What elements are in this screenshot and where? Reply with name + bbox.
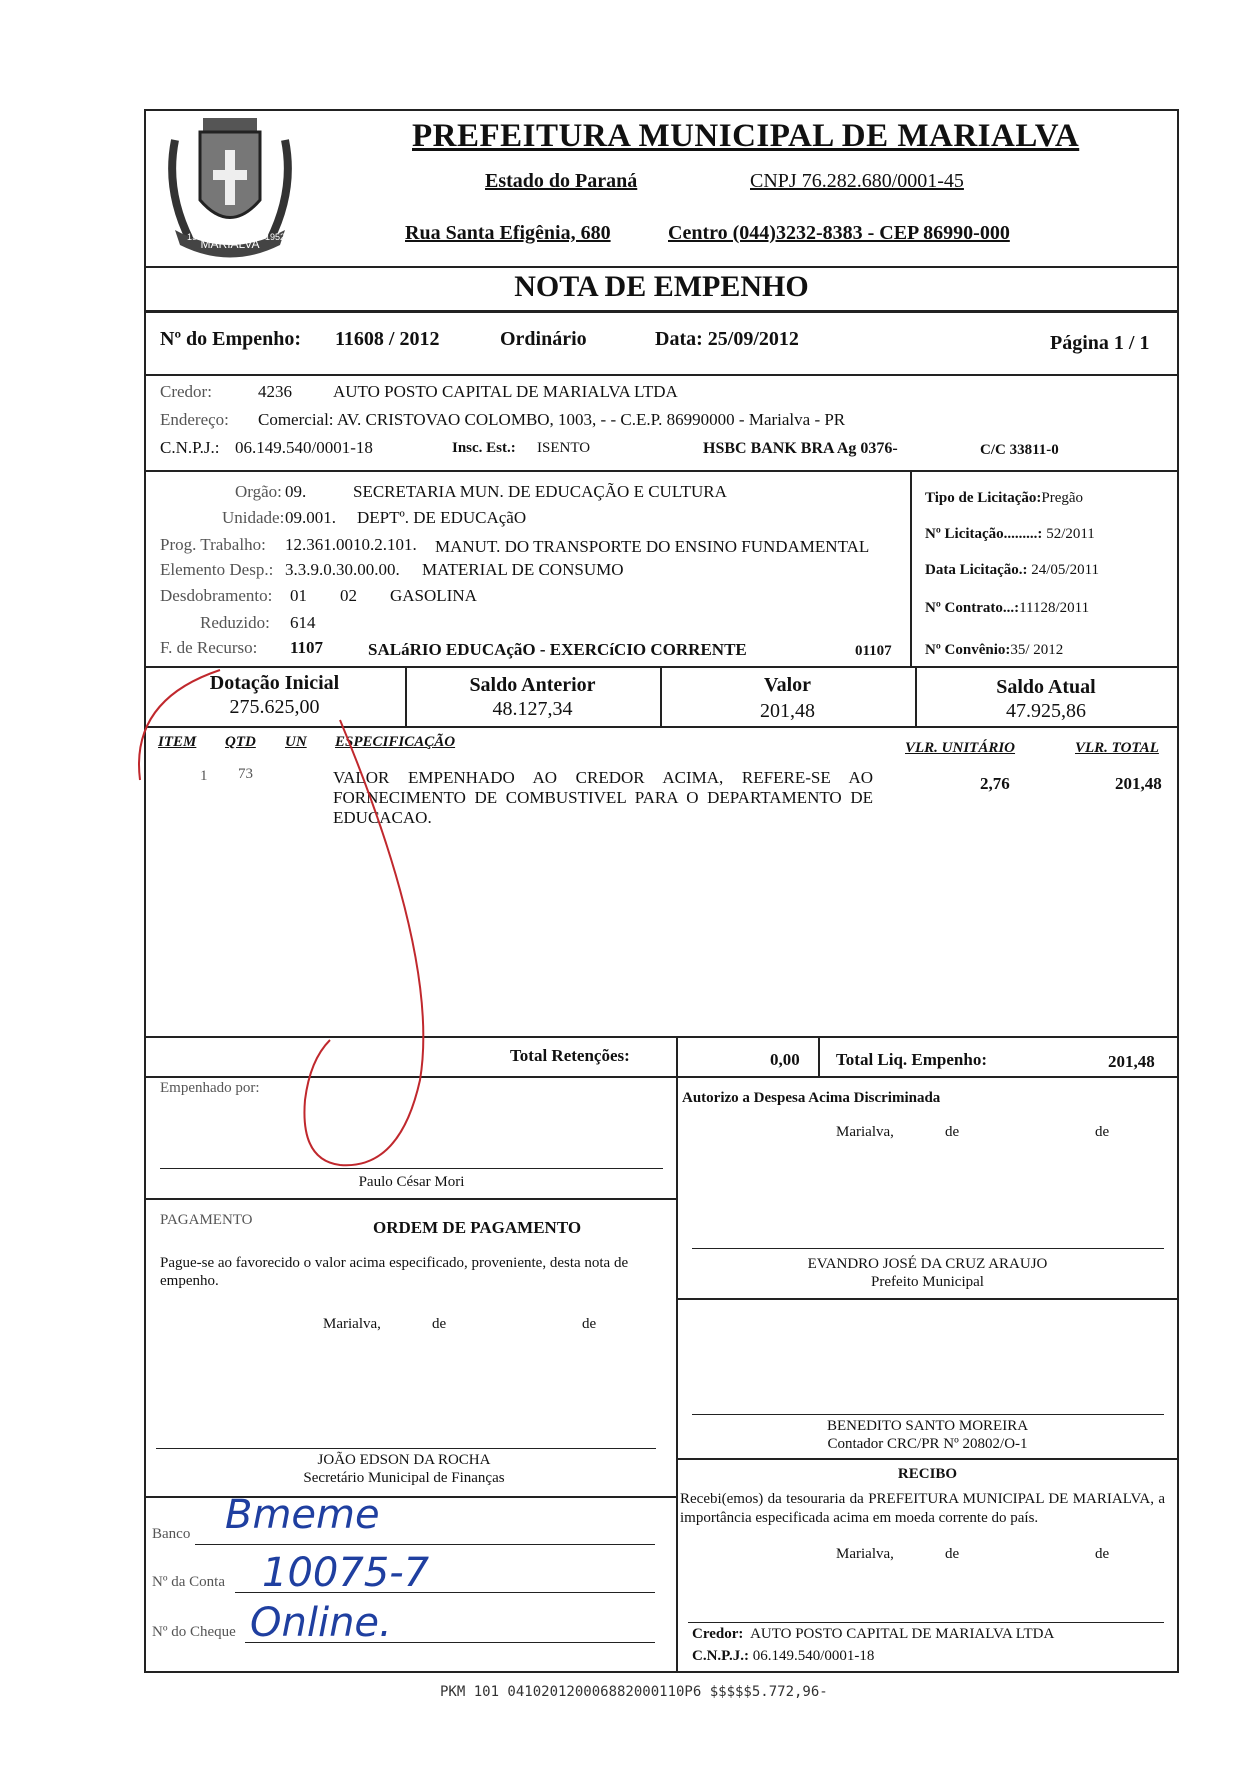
- items-header-espec: ESPECIFICAÇÃO: [335, 734, 456, 750]
- elemento-label: Elemento Desp.:: [160, 560, 274, 579]
- items-header-qtd: QTD: [225, 734, 256, 750]
- licitacao-convenio-label: Nº Convênio:: [925, 642, 1011, 658]
- licitacao-convenio: [925, 642, 1063, 659]
- prog-label: Prog. Trabalho:: [160, 535, 266, 554]
- items-header-un: UN: [285, 734, 307, 750]
- red-signature-mark: [120, 660, 460, 1180]
- pagamento-de1: de: [432, 1316, 447, 1332]
- recurso-label: F. de Recurso:: [160, 638, 258, 657]
- unidade-desc: DEPTº. DE EDUCAçãO: [357, 508, 527, 527]
- municipal-crest-logo: [155, 100, 305, 262]
- credor-label: Credor:: [160, 382, 212, 401]
- pagamento-label: PAGAMENTO: [160, 1212, 253, 1228]
- secretario-role: Secretário Municipal de Finanças: [303, 1470, 505, 1486]
- item-espec: VALOR EMPENHADO AO CREDOR ACIMA, REFERE-SE AO FORNECIMENTO DE COMBUSTIVEL PARA O DEPARTAMENTO DE EDUCACAO.: [333, 768, 873, 827]
- empenhado-name: Paulo César Mori: [358, 1174, 465, 1190]
- licitacao-tipo-label: Tipo de Licitação:: [925, 490, 1042, 506]
- saldo-anterior-value: 48.127,34: [492, 698, 573, 720]
- recibo-de1: de: [945, 1546, 960, 1562]
- empenho-type: Ordinário: [500, 328, 587, 350]
- item-vlr-total: 201,48: [1115, 774, 1162, 793]
- licitacao-contrato: [925, 600, 1089, 617]
- recibo-cnpj-value: 06.149.540/0001-18: [752, 1648, 875, 1664]
- item-number: 1: [200, 768, 208, 784]
- orgao-value: 09.: [285, 482, 307, 501]
- conta-label: Nº da Conta: [152, 1574, 225, 1590]
- empenho-number: 11608 / 2012: [335, 328, 440, 350]
- licitacao-numero-value: 52/2011: [1046, 526, 1095, 542]
- valor-label: Valor: [763, 674, 812, 696]
- recibo-credor-value: AUTO POSTO CAPITAL DE MARIALVA LTDA: [750, 1626, 1055, 1642]
- desdobramento-b: 02: [340, 586, 357, 605]
- unidade-label: Unidade:: [222, 508, 285, 527]
- empenhado-label: Empenhado por:: [160, 1080, 260, 1096]
- licitacao-convenio-value: 35/ 2012: [1010, 642, 1064, 658]
- empenho-page: Página 1 / 1: [1050, 332, 1150, 354]
- desdobramento-a: 01: [290, 586, 307, 605]
- items-header-vlr-total: VLR. TOTAL: [1075, 740, 1159, 756]
- autorizo-label: Autorizo a Despesa Acima Discriminada: [682, 1090, 941, 1106]
- pagamento-de2: de: [582, 1316, 597, 1332]
- item-vlr-unitario: 2,76: [980, 774, 1010, 793]
- reduzido-value: 614: [290, 613, 316, 632]
- saldo-atual-label: Saldo Atual: [996, 676, 1096, 698]
- recibo-title: RECIBO: [897, 1466, 958, 1482]
- recurso-value: 1107: [290, 638, 324, 657]
- contador-name: BENEDITO SANTO MOREIRA: [826, 1418, 1029, 1434]
- desdobramento-desc: GASOLINA: [390, 586, 477, 605]
- document-title: NOTA DE EMPENHO: [514, 270, 809, 303]
- secretario-name: JOÃO EDSON DA ROCHA: [317, 1452, 491, 1468]
- credor-name: AUTO POSTO CAPITAL DE MARIALVA LTDA: [333, 382, 678, 401]
- prefeito-name: EVANDRO JOSÉ DA CRUZ ARAUJO: [807, 1256, 1048, 1272]
- licitacao-tipo-value: Pregão: [1041, 490, 1084, 506]
- items-header-item: ITEM: [158, 734, 197, 750]
- credor-cc: C/C 33811-0: [980, 442, 1059, 458]
- items-header-vlr-unitario: VLR. UNITÁRIO: [905, 740, 1016, 756]
- credor-address-label: Endereço:: [160, 410, 229, 429]
- dotacao-label: Dotação Inicial: [209, 672, 340, 694]
- dotacao-value: 275.625,00: [229, 696, 320, 718]
- licitacao-data-value: 24/05/2011: [1031, 562, 1100, 578]
- header-address-rest: Centro (044)3232-8383 - CEP 86990-000: [668, 222, 1010, 244]
- orgao-desc: SECRETARIA MUN. DE EDUCAÇÃO E CULTURA: [353, 482, 727, 501]
- total-retencoes-value: 0,00: [770, 1050, 800, 1069]
- recibo-place: Marialva,: [836, 1546, 894, 1562]
- prefeito-role: Prefeito Municipal: [871, 1274, 984, 1290]
- recibo-text: Recebi(emos) da tesouraria da PREFEITURA MUNICIPAL DE MARIALVA, a importância especificada acima em moeda corrente do país.: [680, 1491, 1165, 1526]
- banco-handwritten: Bmeme: [225, 1492, 380, 1538]
- autorizo-place: Marialva,: [836, 1124, 894, 1140]
- saldo-atual-value: 47.925,86: [1006, 700, 1086, 722]
- prog-value: 12.361.0010.2.101.: [285, 535, 417, 554]
- credor-cnpj-label: C.N.P.J.:: [160, 438, 220, 457]
- autorizo-de1: de: [945, 1124, 960, 1140]
- licitacao-numero: [925, 526, 1095, 543]
- elemento-desc: MATERIAL DE CONSUMO: [422, 560, 624, 579]
- recibo-cnpj: [692, 1648, 874, 1665]
- credor-cnpj: 06.149.540/0001-18: [235, 438, 373, 457]
- licitacao-data: [925, 562, 1099, 579]
- header-address: Rua Santa Efigênia, 680: [405, 222, 611, 244]
- credor-address: Comercial: AV. CRISTOVAO COLOMBO, 1003, - - C.E.P. 86990000 - Marialva - PR: [258, 410, 846, 429]
- recibo-de2: de: [1095, 1546, 1110, 1562]
- recibo-credor: [692, 1626, 1054, 1643]
- credor-code: 4236: [258, 382, 292, 401]
- pagamento-place: Marialva,: [323, 1316, 381, 1332]
- contador-role: Contador CRC/PR Nº 20802/O-1: [827, 1436, 1028, 1452]
- licitacao-contrato-label: Nº Contrato...:: [925, 600, 1020, 616]
- recurso-code: 01107: [855, 643, 892, 659]
- credor-bank: HSBC BANK BRA Ag 0376-: [703, 440, 898, 457]
- licitacao-contrato-value: 11128/2011: [1019, 600, 1090, 616]
- svg-text:MARIALVA: MARIALVA: [200, 237, 260, 251]
- credor-insc-label: Insc. Est.:: [452, 440, 516, 456]
- cheque-label: Nº do Cheque: [152, 1624, 236, 1640]
- pagamento-text: Pague-se ao favorecido o valor acima especificado, proveniente, desta nota de empenho.: [160, 1255, 629, 1289]
- empenho-label: Nº do Empenho:: [160, 328, 302, 350]
- reduzido-label: Reduzido:: [200, 613, 270, 632]
- prog-desc: MANUT. DO TRANSPORTE DO ENSINO FUNDAMENTAL: [435, 537, 870, 556]
- item-qtd: 73: [238, 766, 253, 782]
- recurso-desc: SALáRIO EDUCAçãO - EXERCíCIO CORRENTE: [368, 640, 747, 659]
- desdobramento-label: Desdobramento:: [160, 586, 273, 605]
- footer-stamp: PKM 101 041020120006882000110P6 $$$$$5.772,96-: [440, 1684, 828, 1700]
- recibo-credor-label: Credor:: [692, 1626, 744, 1642]
- valor-value: 201,48: [760, 700, 815, 722]
- licitacao-data-label: Data Licitação.:: [925, 562, 1028, 578]
- header-state: Estado do Paraná: [485, 170, 638, 192]
- total-liquido-label: Total Liq. Empenho:: [836, 1050, 987, 1069]
- licitacao-numero-label: Nº Licitação.........:: [925, 526, 1043, 542]
- total-liquido-value: 201,48: [1108, 1052, 1155, 1071]
- unidade-value: 09.001.: [285, 508, 336, 527]
- total-retencoes-label: Total Retenções:: [510, 1046, 630, 1065]
- credor-insc-value: ISENTO: [537, 440, 591, 456]
- header-title: PREFEITURA MUNICIPAL DE MARIALVA: [412, 118, 1080, 154]
- header-cnpj: CNPJ 76.282.680/0001-45: [750, 170, 964, 192]
- recibo-cnpj-label: C.N.P.J.:: [692, 1648, 749, 1664]
- saldo-anterior-label: Saldo Anterior: [469, 674, 596, 696]
- conta-handwritten: 10075-7: [262, 1550, 430, 1596]
- svg-text:1951: 1951: [187, 232, 208, 242]
- ordem-pagamento-title: ORDEM DE PAGAMENTO: [373, 1218, 582, 1237]
- svg-text:1952: 1952: [265, 232, 286, 242]
- orgao-label: Orgão:: [235, 482, 282, 501]
- licitacao-tipo: [925, 490, 1083, 507]
- banco-label: Banco: [152, 1526, 191, 1542]
- empenho-date: Data: 25/09/2012: [655, 328, 799, 350]
- elemento-value: 3.3.9.0.30.00.00.: [285, 560, 400, 579]
- autorizo-de2: de: [1095, 1124, 1110, 1140]
- cheque-handwritten: Online.: [250, 1600, 392, 1646]
